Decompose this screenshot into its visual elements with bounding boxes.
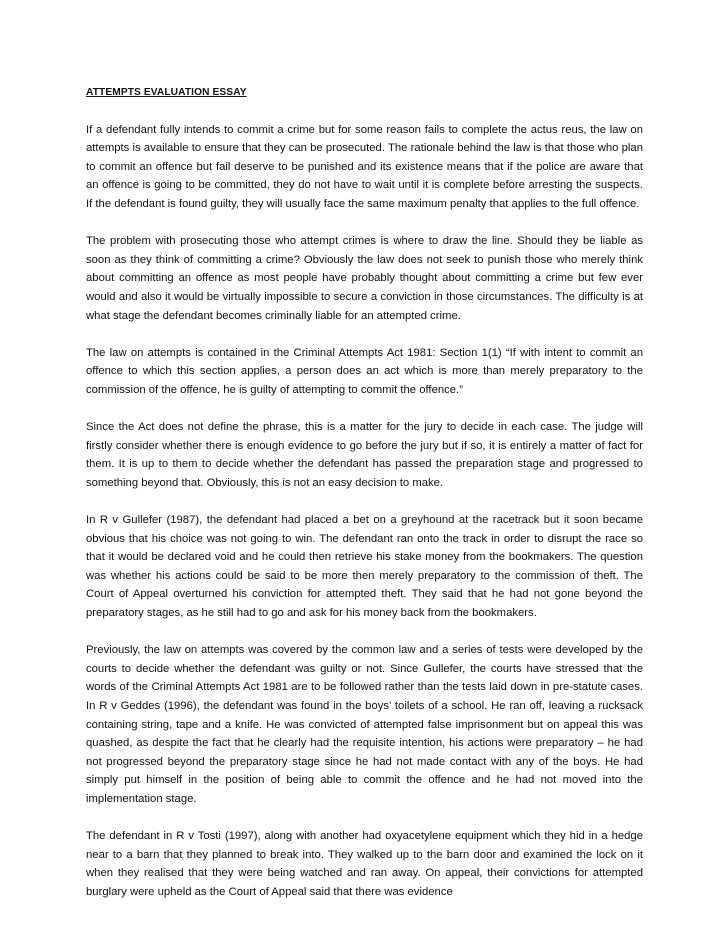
paragraph-criminal-attempts-act: The law on attempts is contained in the Criminal Attempts Act 1981: Section 1(1) “If with intent to commit an offence to which this section applies, a person does an act which is more than merely preparatory to the commission of the offence, he is guilty of attempting to commit the offence.”: [86, 346, 643, 396]
paragraph-intro: If a defendant fully intends to commit a crime but for some reason fails to complete the actus reus, the law on attempts is available to ensure that they can be prosecuted. The rationale behind the law is that those who plan to commit an offence but fail deserve to be punished and its existence means that if the police are aware that an offence is going to be committed, they do not have to wait until it is complete before arresting the suspects. If the defendant is found guilty, they will usually face the same maximum penalty that applies to the full offence.: [86, 123, 643, 210]
paragraph-geddes: Previously, the law on attempts was covered by the common law and a series of tests were developed by the courts to decide whether the defendant was guilty or not. Since Gullefer, the courts have stressed that the words of the Criminal Attempts Act 1981 are to be followed rather than the tests laid down in pre-statute cases. In R v Geddes (1996), the defendant was found in the boys’ toilets of a school. He ran off, leaving a rucksack containing string, tape and a knife. He was convicted of attempted false imprisonment but on appeal this was quashed, as despite the fact that he clearly had the requisite intention, his actions were preparatory – he had not progressed beyond the preparatory stage since he had not made contact with any of the boys. He had simply put himself in the position of being able to commit the offence and he had not moved into the implementation stage.: [86, 644, 643, 805]
paragraph-jury-decision: Since the Act does not define the phrase, this is a matter for the jury to decide in each case. The judge will firstly consider whether there is enough evidence to go before the jury but if so, it is entirely a matter of fact for them. It is up to them to decide whether the defendant has passed the preparation stage and progressed to something beyond that. Obviously, this is not an easy decision to make.: [86, 421, 643, 489]
paragraph-gullefer: In R v Gullefer (1987), the defendant had placed a bet on a greyhound at the racetrack but it soon became obvious that his choice was not going to win. The defendant ran onto the track in order to disrupt the race so that it would be declared void and he could then retrieve his stake money from the bookmakers. The question was whether his actions could be said to be more then merely preparatory to the commission of theft. The Court of Appeal overturned his conviction for attempted theft. They said that he had not gone beyond the preparatory stages, as he still had to go and ask for his money back from the bookmakers.: [86, 514, 643, 620]
document-title: ATTEMPTS EVALUATION ESSAY: [86, 87, 247, 98]
paragraph-tosti: The defendant in R v Tosti (1997), along with another had oxyacetylene equipment which they hid in a hedge near to a barn that they planned to break into. They walked up to the barn door and examined the lock on it when they realised that they were being watched and ran away. On appeal, their convictions for attempted burglary were upheld as the Court of Appeal said that there was evidence: [86, 830, 643, 898]
paragraph-drawing-the-line: The problem with prosecuting those who attempt crimes is where to draw the line. Should they be liable as soon as they think of committing a crime? Obviously the law does not seek to punish those who merely think about committing an offence as most people have probably thought about committing a crime but few ever would and also it would be virtually impossible to secure a conviction in those circumstances. The difficulty is at what stage the defendant becomes criminally liable for an attempted crime.: [86, 235, 643, 322]
document-page: [86, 84, 643, 920]
